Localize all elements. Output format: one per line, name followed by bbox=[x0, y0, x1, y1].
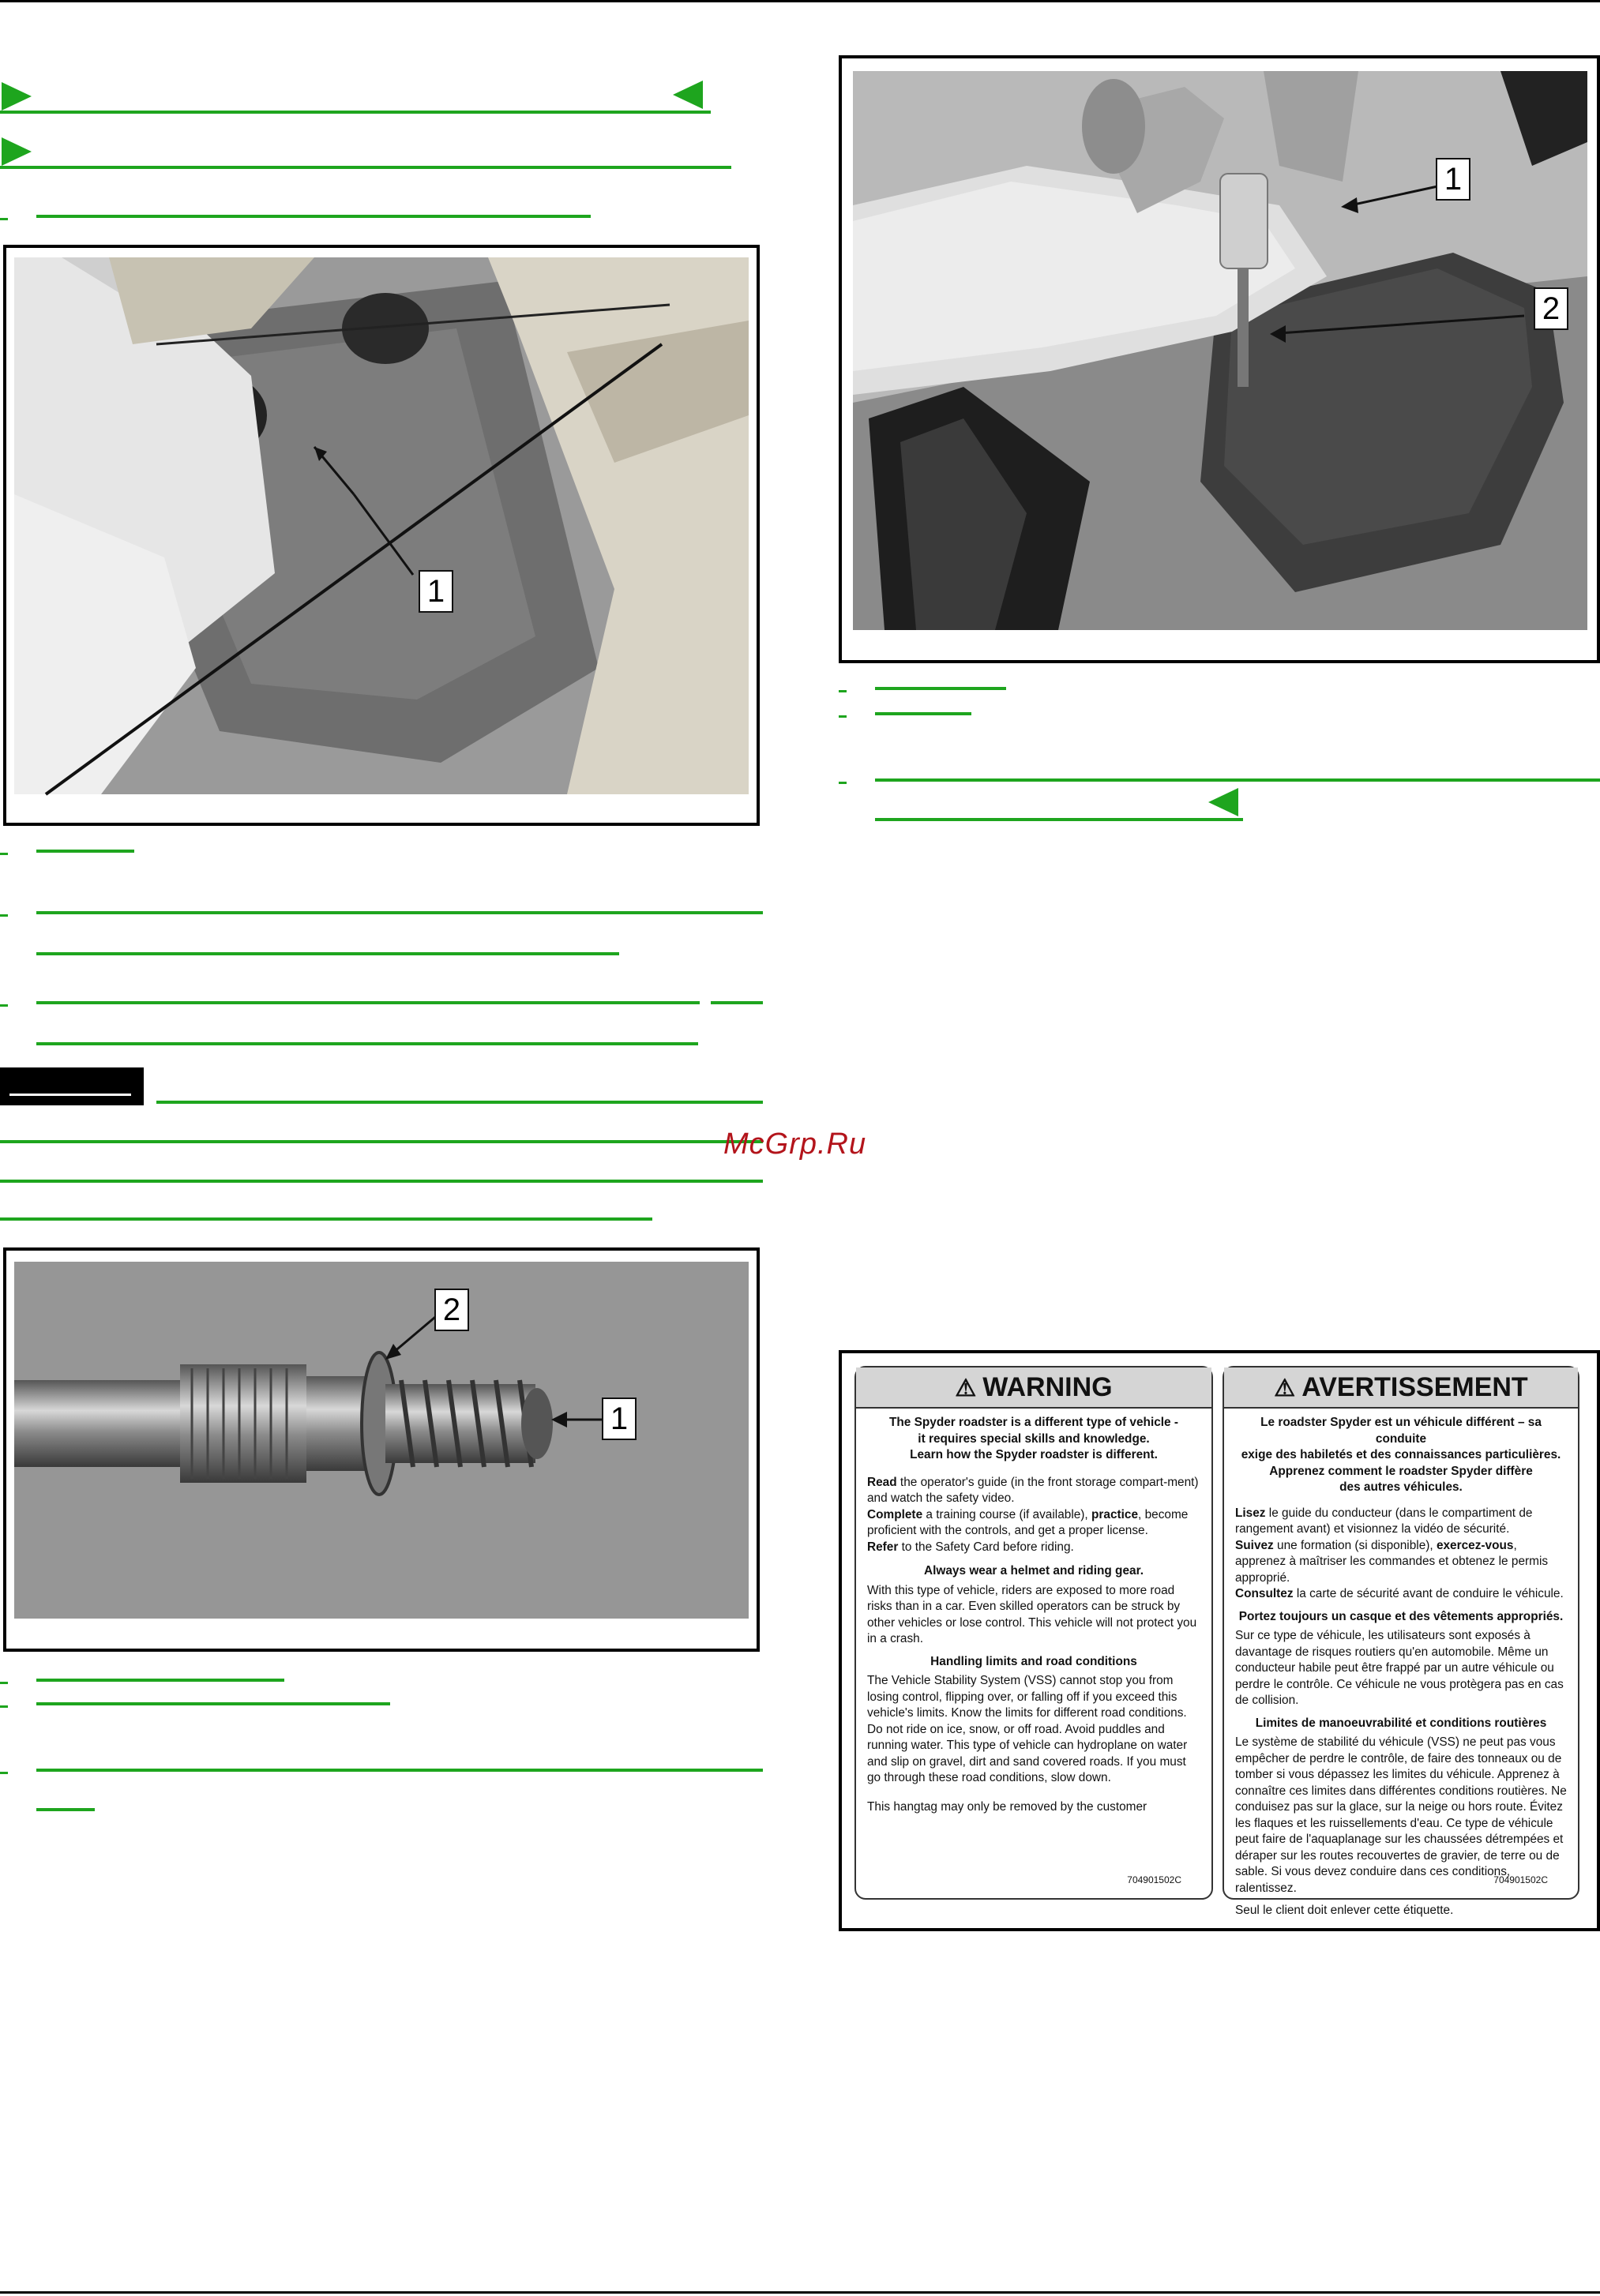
tag-subheading: Always wear a helmet and riding gear. bbox=[924, 1564, 1144, 1578]
tag-heading bbox=[856, 1367, 1211, 1409]
bullet-marker bbox=[0, 218, 8, 220]
bullet-marker bbox=[839, 690, 847, 692]
photo-storage-compartment bbox=[14, 257, 749, 794]
tag-bold: Lisez bbox=[1235, 1506, 1266, 1520]
tag-intro-line: it requires special skills and knowledge. bbox=[918, 1431, 1150, 1446]
hyperlink-line[interactable] bbox=[0, 1140, 763, 1143]
tag-bold: Refer bbox=[867, 1540, 899, 1554]
tag-intro-line: The Spyder roadster is a different type of vehicle - bbox=[888, 1416, 1179, 1429]
hyperlink-line[interactable] bbox=[0, 166, 731, 169]
bullet-marker bbox=[0, 1772, 8, 1774]
tag-bold: Read bbox=[867, 1475, 897, 1489]
tag-text: la carte de sécurité avant de conduire le véhicule. bbox=[1293, 1587, 1564, 1600]
photo-storage-compartment-image bbox=[14, 257, 749, 794]
photo-threaded-shaft-image bbox=[14, 1262, 749, 1619]
callout-label: 1 bbox=[419, 570, 453, 613]
tag-removal-note: Seul le client doit enlever cette étiquette. bbox=[1235, 1904, 1454, 1917]
tag-subheading: Portez toujours un casque et des vêtements appropriés. bbox=[1238, 1609, 1564, 1623]
tag-removal-note: This hangtag may only be removed by the customer bbox=[867, 1799, 1147, 1814]
tag-paragraph: Le système de stabilité du véhicule (VSS) ne peut pas vous empêcher de perdre le contrôle, de faire des tonneaux ou de tomber si vous dépassez les limites du véhicule. Apprenez à connaître ces limites dans différentes conditions routières. Ne conduisez pas sur la glace, sur la neige ou hors route. Évitez les flaques et les ruissellements d'eau. Ce type de véhicule peut faire de l'aquaplanage sur les chaussées détrempées et déraper sur les routes recouvertes de gravier, de terre ou de sable. Si vous devez conduire dans ces conditions, ralentissez. bbox=[1235, 1735, 1567, 1895]
hyperlink-line[interactable] bbox=[36, 1808, 95, 1811]
tag-heading bbox=[1224, 1367, 1578, 1409]
tag-text: le guide du conducteur (dans le compartiment de rangement avant) et visionnez la vidéo de sécurité. bbox=[1235, 1506, 1533, 1536]
tag-bold: Complete bbox=[867, 1507, 923, 1521]
warning-triangle-icon: ⚠ bbox=[955, 1375, 977, 1401]
tag-code: 704901502C bbox=[1493, 1874, 1548, 1885]
link-end-arrow-icon bbox=[673, 81, 703, 109]
bullet-marker bbox=[839, 782, 847, 784]
hyperlink-line[interactable] bbox=[711, 1001, 763, 1004]
hyperlink-line[interactable] bbox=[36, 911, 763, 914]
tag-paragraph: With this type of vehicle, riders are exposed to more road risks than in a car. Even skilled operators can be struck by other vehicles or lose control. This vehicle will not protect you in a crash. bbox=[867, 1583, 1197, 1645]
tag-heading-label: WARNING bbox=[982, 1372, 1113, 1402]
tag-bold: Suivez bbox=[1235, 1538, 1274, 1552]
warning-hangtag-french bbox=[1223, 1366, 1579, 1917]
hyperlink-line[interactable] bbox=[875, 712, 971, 715]
hyperlink-line[interactable] bbox=[0, 1180, 763, 1183]
tag-paragraph: Sur ce type de véhicule, les utilisateurs sont exposés à davantage de risques routiers qu'en automobile. Même un conducteur habile peut être frappé par un autre véhicule ou perdre le contrôle. Ce véhicule ne vous protègera pas en cas de collision. bbox=[1235, 1629, 1564, 1707]
hyperlink-line[interactable] bbox=[0, 1217, 652, 1221]
tag-text: , become proficient with the controls, and get a proper license. bbox=[867, 1507, 1189, 1537]
hyperlink-line[interactable] bbox=[875, 778, 1600, 782]
hyperlink-line[interactable] bbox=[0, 111, 711, 114]
tag-subheading: Handling limits and road conditions bbox=[930, 1654, 1137, 1668]
hyperlink-line[interactable] bbox=[875, 818, 1243, 821]
hyperlink-line[interactable] bbox=[36, 215, 591, 218]
bullet-marker bbox=[0, 1705, 8, 1708]
bullet-marker bbox=[0, 1004, 8, 1007]
photo-hand-screwdriver-image bbox=[853, 71, 1587, 630]
link-start-arrow-icon bbox=[2, 82, 32, 111]
tag-intro-line: Learn how the Spyder roadster is different. bbox=[910, 1448, 1158, 1461]
hyperlink-line[interactable] bbox=[36, 850, 134, 853]
hyperlink-line[interactable] bbox=[36, 1001, 700, 1004]
tag-text: une formation (si disponible), bbox=[1273, 1538, 1437, 1552]
hyperlink-line[interactable] bbox=[36, 1042, 698, 1045]
bottom-rule bbox=[0, 2291, 1600, 2294]
callout-label: 1 bbox=[602, 1397, 637, 1440]
callout-label: 1 bbox=[1436, 158, 1470, 201]
tag-bold: practice bbox=[1091, 1507, 1139, 1521]
tag-heading-label: AVERTISSEMENT bbox=[1301, 1372, 1528, 1402]
warning-triangle-icon: ⚠ bbox=[1274, 1375, 1296, 1401]
tag-subheading: Limites de manoeuvrabilité et conditions routières bbox=[1255, 1716, 1547, 1730]
hyperlink-line[interactable] bbox=[36, 952, 619, 955]
photo-hand-screwdriver bbox=[853, 71, 1587, 630]
notice-label-box bbox=[0, 1067, 144, 1105]
hyperlink-line[interactable] bbox=[36, 1679, 284, 1682]
tag-paragraph: The Vehicle Stability System (VSS) cannot stop you from losing control, flipping over, or falling off if you exceed this vehicle's limits. Know the limits for different road conditions. Do not ride on ice, snow, or off road. Avoid puddles and running water. This type of vehicle can hydroplane on water and slip on gravel, dirt and sand covered roads. If you must go through these road conditions, slow down. bbox=[867, 1674, 1188, 1784]
photo-threaded-shaft bbox=[14, 1262, 749, 1619]
tag-text: a training course (if available), bbox=[922, 1507, 1091, 1521]
tag-text: , apprenez à maîtriser les commandes et obtenez le permis approprié. bbox=[1235, 1538, 1549, 1585]
top-rule bbox=[0, 0, 1600, 2]
callout-label: 2 bbox=[1534, 287, 1568, 330]
bullet-marker bbox=[0, 853, 8, 855]
tag-code: 704901502C bbox=[1127, 1874, 1181, 1885]
tag-text: to the Safety Card before riding. bbox=[898, 1540, 1074, 1554]
tag-intro-line: exige des habiletés et des connaissances particulières. bbox=[1241, 1448, 1561, 1461]
callout-label: 2 bbox=[434, 1289, 469, 1331]
tag-intro-line: Le roadster Spyder est un véhicule différent – sa conduite bbox=[1260, 1416, 1542, 1446]
bullet-marker bbox=[839, 715, 847, 718]
link-start-arrow-icon bbox=[2, 137, 32, 166]
bullet-marker bbox=[0, 1682, 8, 1684]
hyperlink-line[interactable] bbox=[36, 1769, 763, 1772]
hyperlink-line[interactable] bbox=[156, 1101, 763, 1104]
bullet-marker bbox=[0, 914, 8, 917]
tag-text: the operator's guide (in the front storage compart-ment) and watch the safety video. bbox=[867, 1475, 1199, 1505]
link-end-arrow-icon bbox=[1208, 788, 1238, 816]
tag-bold: exercez-vous bbox=[1436, 1538, 1514, 1552]
watermark-text: McGrp.Ru bbox=[723, 1127, 867, 1161]
hyperlink-line[interactable] bbox=[875, 687, 1006, 690]
warning-hangtag-english bbox=[854, 1366, 1213, 1900]
tag-intro-line: Apprenez comment le roadster Spyder diffère bbox=[1269, 1464, 1533, 1478]
tag-bold: Consultez bbox=[1235, 1587, 1294, 1600]
hyperlink-line[interactable] bbox=[36, 1702, 390, 1705]
tag-intro-line: des autres véhicules. bbox=[1339, 1480, 1463, 1494]
